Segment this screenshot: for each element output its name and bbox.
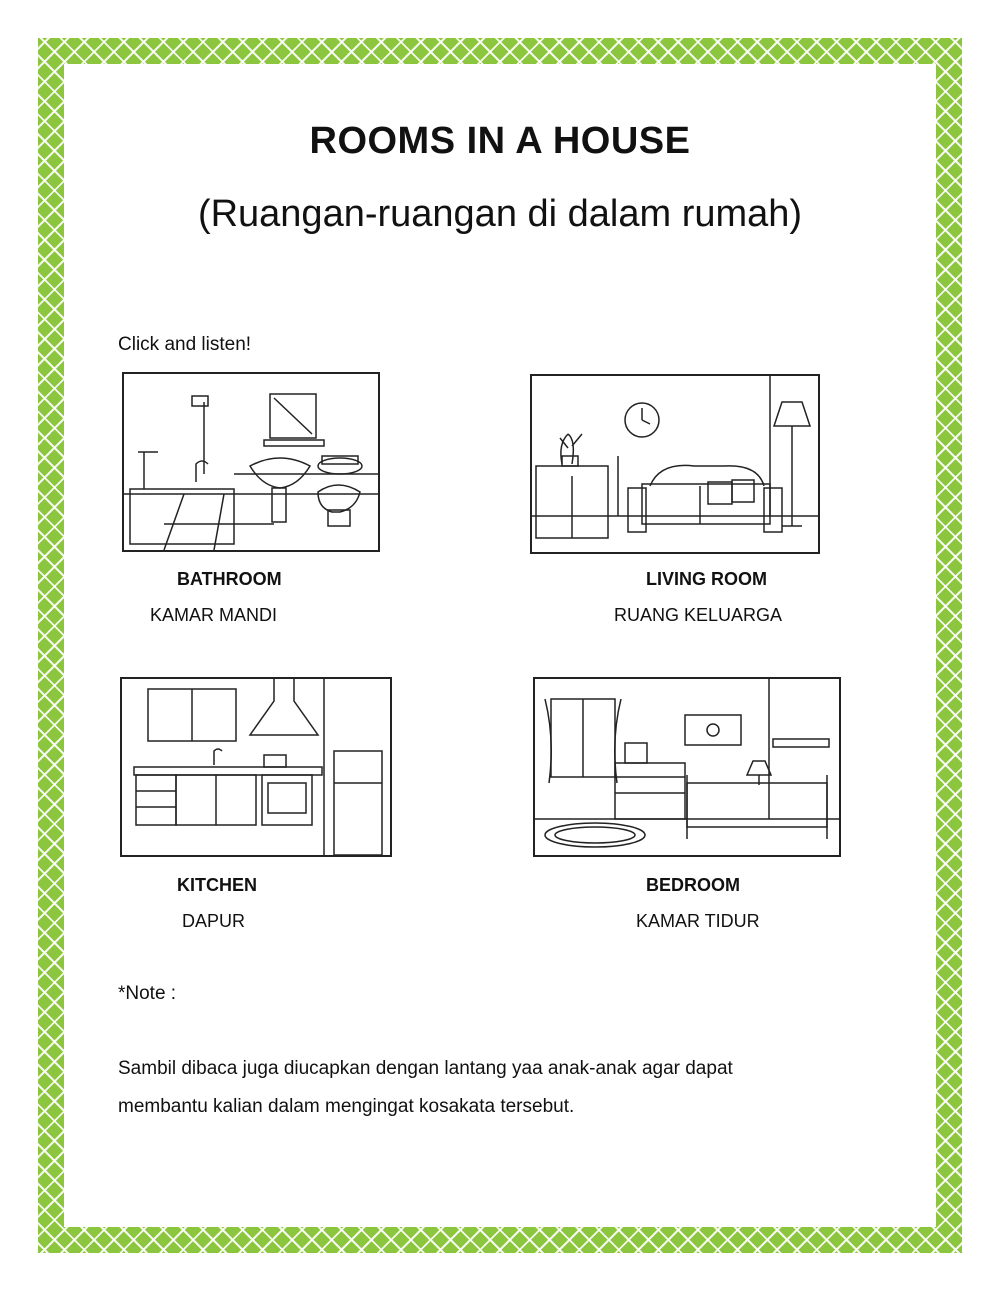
note-label: *Note : [118,983,177,1004]
bathroom-illustration[interactable] [122,372,380,552]
page-subtitle: (Ruangan-ruangan di dalam rumah) [197,193,803,235]
room-label-en: KITCHEN [177,875,257,895]
living-room-illustration[interactable] [530,374,820,554]
instruction-text: Click and listen! [118,334,252,355]
bedroom-illustration[interactable] [533,677,841,857]
room-label-en: BEDROOM [646,875,740,895]
note-line: membantu kalian dalam mengingat kosakata tersebut. [118,1096,575,1117]
note-paragraph [118,1050,878,1126]
kitchen-illustration[interactable] [120,677,392,857]
note-line: Sambil dibaca juga diucapkan dengan lantang yaa anak-anak agar dapat [118,1058,733,1079]
room-label-id: RUANG KELUARGA [614,605,783,625]
room-label-en: BATHROOM [177,569,282,589]
page-title: ROOMS IN A HOUSE [309,120,691,162]
room-label-id: DAPUR [182,911,246,931]
room-label-id: KAMAR MANDI [150,605,278,625]
room-label-id: KAMAR TIDUR [636,911,760,931]
room-label-en: LIVING ROOM [646,569,767,589]
